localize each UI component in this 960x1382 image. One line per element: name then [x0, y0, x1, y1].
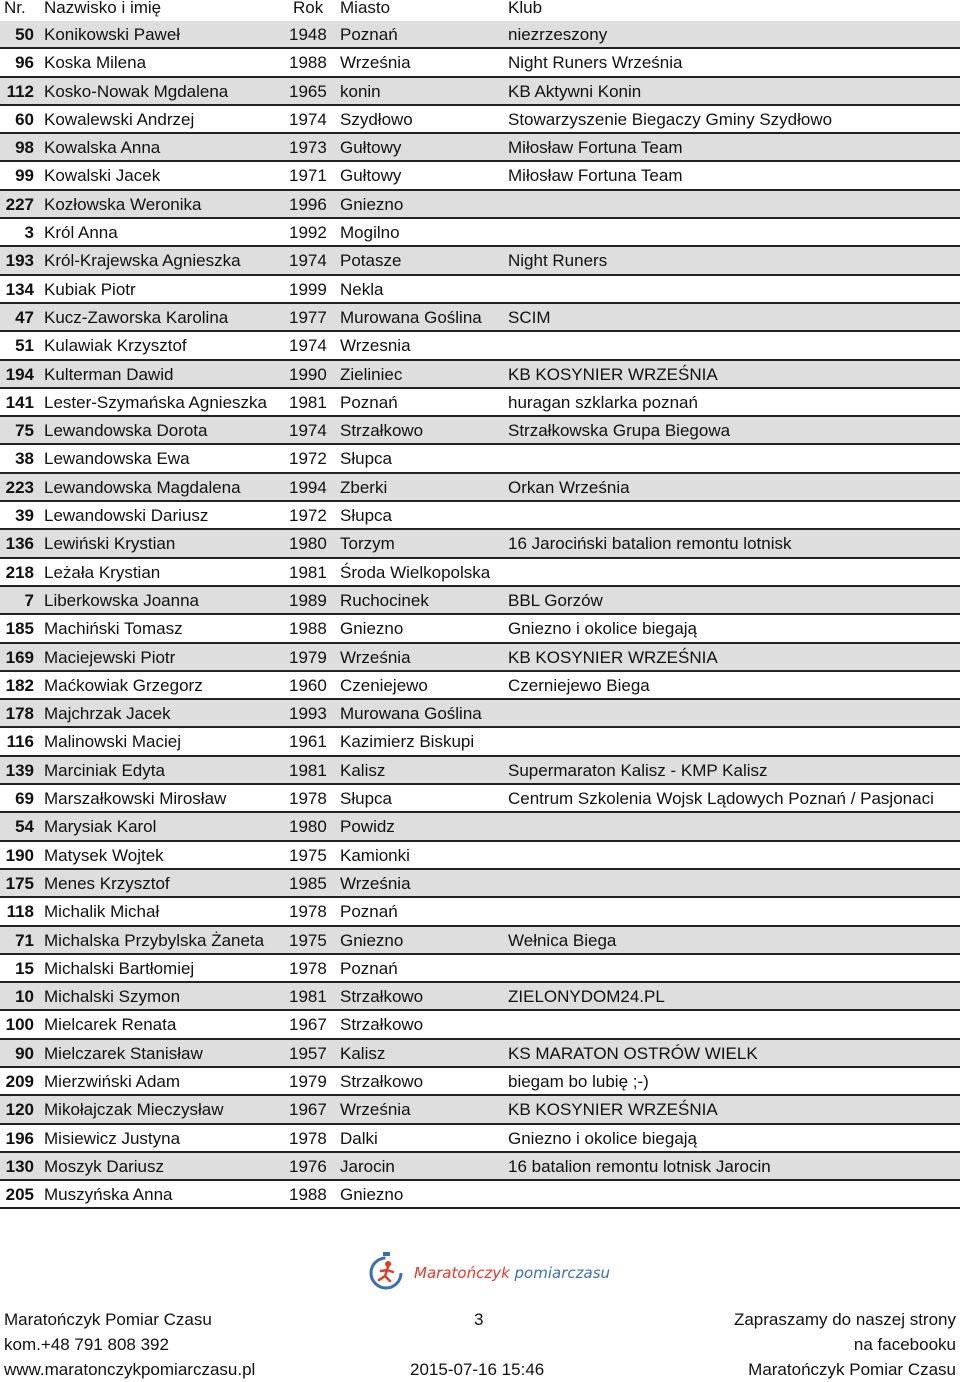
cell-name: Liberkowska Joanna [44, 590, 199, 610]
cell-club: Miłosław Fortuna Team [508, 138, 683, 158]
cell-club: KB KOSYNIER WRZEŚNIA [508, 364, 718, 384]
cell-year: 1988 [289, 1185, 327, 1205]
cell-city: Powidz [340, 817, 395, 837]
cell-name: Machiński Tomasz [44, 619, 183, 639]
cell-club: Czerniejewo Biega [508, 675, 650, 695]
table-row [0, 191, 960, 219]
table-row [0, 559, 960, 587]
cell-city: Strzałkowo [340, 1071, 424, 1091]
table-row [0, 1153, 960, 1181]
table-row [0, 106, 960, 134]
cell-year: 1992 [289, 223, 327, 243]
cell-city: Słupca [340, 506, 392, 526]
table-row [0, 332, 960, 360]
cell-club: Miłosław Fortuna Team [508, 166, 683, 186]
header-nr: Nr. [4, 0, 26, 17]
cell-city: Nekla [340, 279, 384, 299]
cell-nr: 136 [5, 534, 34, 554]
cell-club: Night Runers [508, 251, 608, 271]
table-row [0, 49, 960, 77]
table-row [0, 502, 960, 530]
cell-city: Strzałkowo [340, 421, 424, 441]
cell-city: Gniezno [340, 194, 404, 214]
cell-year: 1975 [289, 930, 327, 950]
cell-year: 1993 [289, 704, 327, 724]
cell-name: Król Anna [44, 223, 118, 243]
cell-city: Wrzesnia [340, 336, 411, 356]
cell-name: Kucz-Zaworska Karolina [44, 307, 229, 327]
cell-city: Mogilno [340, 223, 400, 243]
cell-year: 1988 [289, 619, 327, 639]
table-row [0, 389, 960, 417]
cell-name: Kulterman Dawid [44, 364, 174, 384]
cell-nr: 15 [15, 958, 34, 978]
cell-nr: 205 [5, 1185, 34, 1205]
table-row [0, 615, 960, 643]
footer-phone: kom.+48 791 808 392 [4, 1335, 169, 1354]
footer-website: www.maratonczykpomiarczasu.pl [4, 1360, 256, 1379]
header-name: Nazwisko i imię [44, 0, 162, 17]
cell-name: Mielcarek Renata [44, 1015, 177, 1035]
cell-city: Czeniejewo [340, 675, 428, 695]
cell-club: KB KOSYNIER WRZEŚNIA [508, 1100, 718, 1120]
table-row [0, 927, 960, 955]
cell-city: Września [340, 1100, 411, 1120]
cell-club: Supermaraton Kalisz - KMP Kalisz [508, 760, 768, 780]
cell-year: 1978 [289, 789, 327, 809]
cell-nr: 178 [5, 704, 34, 724]
table-row [0, 870, 960, 898]
cell-nr: 90 [15, 1043, 34, 1063]
cell-club: KB KOSYNIER WRZEŚNIA [508, 647, 718, 667]
cell-club: SCIM [508, 307, 551, 327]
cell-name: Michalik Michał [44, 902, 160, 922]
cell-year: 1972 [289, 506, 327, 526]
cell-city: Torzym [340, 534, 395, 554]
table-row [0, 304, 960, 332]
cell-year: 1978 [289, 958, 327, 978]
cell-city: Września [340, 647, 411, 667]
cell-nr: 60 [15, 109, 34, 129]
cell-year: 1990 [289, 364, 327, 384]
cell-year: 1974 [289, 421, 327, 441]
cell-name: Lewandowski Dariusz [44, 506, 209, 526]
table-row [0, 1125, 960, 1153]
table-row [0, 672, 960, 700]
table-row [0, 785, 960, 813]
cell-nr: 100 [5, 1015, 34, 1035]
cell-nr: 69 [15, 789, 34, 809]
cell-year: 1981 [289, 987, 327, 1007]
cell-nr: 7 [24, 590, 34, 610]
table-row [0, 530, 960, 558]
cell-name: Lester-Szymańska Agnieszka [44, 392, 267, 412]
cell-name: Konikowski Paweł [44, 25, 181, 44]
cell-city: Środa Wielkopolska [340, 562, 491, 582]
cell-name: Lewandowska Ewa [44, 449, 190, 469]
page-number: 3 [474, 1310, 484, 1329]
cell-year: 1948 [289, 25, 327, 44]
cell-nr: 223 [5, 477, 34, 497]
cell-nr: 38 [15, 449, 34, 469]
cell-city: Słupca [340, 449, 392, 469]
cell-year: 1981 [289, 760, 327, 780]
cell-year: 1975 [289, 845, 327, 865]
results-table [0, 21, 960, 1209]
cell-nr: 116 [6, 732, 34, 752]
cell-year: 1967 [289, 1100, 327, 1120]
cell-name: Maćkowiak Grzegorz [44, 675, 203, 695]
cell-club: Stowarzyszenie Biegaczy Gminy Szydłowo [508, 109, 833, 129]
cell-nr: 50 [15, 25, 34, 44]
cell-nr: 71 [15, 930, 34, 950]
cell-nr: 51 [15, 336, 34, 356]
table-row [0, 587, 960, 615]
cell-name: Kowalska Anna [44, 138, 161, 158]
cell-nr: 190 [5, 845, 34, 865]
cell-city: Zberki [340, 477, 388, 497]
cell-year: 1988 [289, 53, 327, 73]
cell-nr: 169 [5, 647, 34, 667]
cell-city: Dalki [340, 1128, 378, 1148]
cell-year: 1999 [289, 279, 327, 299]
cell-year: 1973 [289, 138, 327, 158]
cell-club: KS MARATON OSTRÓW WIELK [508, 1043, 758, 1063]
cell-club: KB Aktywni Konin [508, 81, 642, 101]
cell-city: Murowana Goślina [340, 307, 482, 327]
maratonczyk-logo [362, 1246, 611, 1296]
cell-nr: 120 [5, 1100, 34, 1120]
cell-club: 16 Jarociński batalion remontu lotnisk [508, 534, 792, 554]
cell-nr: 209 [5, 1071, 34, 1091]
table-row [0, 21, 960, 49]
cell-club: Orkan Września [508, 477, 630, 497]
table-header [0, 0, 960, 20]
table-row [0, 474, 960, 502]
cell-name: Lewandowska Dorota [44, 421, 208, 441]
cell-year: 1957 [289, 1043, 327, 1063]
table-row [0, 276, 960, 304]
cell-city: Poznań [340, 392, 398, 412]
cell-nr: 75 [15, 421, 34, 441]
cell-name: Leżała Krystian [44, 562, 161, 582]
cell-year: 1965 [289, 81, 327, 101]
cell-name: Lewandowska Magdalena [44, 477, 241, 497]
cell-city: Gniezno [340, 930, 404, 950]
cell-nr: 196 [5, 1128, 34, 1148]
table-row [0, 700, 960, 728]
table-row [0, 1068, 960, 1096]
cell-name: Kulawiak Krzysztof [44, 336, 187, 356]
cell-nr: 227 [5, 194, 34, 214]
cell-club: BBL Gorzów [508, 590, 603, 610]
table-row [0, 1011, 960, 1039]
cell-club: Gniezno i okolice biegają [508, 1128, 698, 1148]
cell-name: Misiewicz Justyna [44, 1128, 181, 1148]
cell-name: Kosko-Nowak Mgdalena [44, 81, 229, 101]
cell-name: Majchrzak Jacek [44, 704, 171, 724]
cell-nr: 130 [5, 1156, 34, 1176]
cell-year: 1978 [289, 902, 327, 922]
cell-club: Strzałkowska Grupa Biegowa [508, 421, 731, 441]
cell-name: Lewiński Krystian [44, 534, 176, 554]
cell-name: Matysek Wojtek [44, 845, 164, 865]
cell-nr: 175 [5, 873, 34, 893]
cell-city: Jarocin [340, 1156, 395, 1176]
cell-nr: 193 [5, 251, 34, 271]
cell-club: 16 batalion remontu lotnisk Jarocin [508, 1156, 771, 1176]
cell-name: Kowalewski Andrzej [44, 109, 195, 129]
table-row [0, 898, 960, 926]
cell-year: 1989 [289, 590, 327, 610]
cell-nr: 112 [6, 81, 34, 101]
cell-name: Muszyńska Anna [44, 1185, 173, 1205]
cell-name: Mikołajczak Mieczysław [44, 1100, 224, 1120]
cell-name: Maciejewski Piotr [44, 647, 176, 667]
table-row [0, 247, 960, 275]
cell-nr: 3 [24, 223, 34, 243]
cell-nr: 218 [5, 562, 34, 582]
table-row [0, 1040, 960, 1068]
cell-city: Gułtowy [340, 138, 402, 158]
table-row [0, 955, 960, 983]
cell-name: Michalski Szymon [44, 987, 181, 1007]
cell-nr: 139 [5, 760, 34, 780]
cell-city: Kamionki [340, 845, 410, 865]
cell-year: 1972 [289, 449, 327, 469]
table-row [0, 162, 960, 190]
cell-club: niezrzeszony [508, 25, 608, 44]
cell-city: Potasze [340, 251, 402, 271]
cell-name: Kubiak Piotr [44, 279, 136, 299]
table-row [0, 361, 960, 389]
footer-facebook: na facebooku [853, 1335, 956, 1354]
cell-city: Kalisz [340, 1043, 386, 1063]
cell-city: Września [340, 53, 411, 73]
table-row [0, 983, 960, 1011]
cell-year: 1981 [289, 562, 327, 582]
cell-nr: 98 [15, 138, 34, 158]
cell-city: Września [340, 873, 411, 893]
cell-city: Murowana Goślina [340, 704, 482, 724]
cell-name: Mierzwiński Adam [44, 1071, 181, 1091]
cell-year: 1977 [289, 307, 327, 327]
cell-city: Kazimierz Biskupi [340, 732, 475, 752]
cell-name: Kozłowska Weronika [44, 194, 202, 214]
cell-name: Menes Krzysztof [44, 873, 170, 893]
cell-city: Strzałkowo [340, 1015, 424, 1035]
cell-year: 1980 [289, 534, 327, 554]
cell-year: 1971 [289, 166, 327, 186]
cell-club: Gniezno i okolice biegają [508, 619, 698, 639]
footer-company: Maratończyk Pomiar Czasu [4, 1310, 212, 1329]
footer-company-right: Maratończyk Pomiar Czasu [748, 1360, 956, 1379]
cell-name: Kowalski Jacek [44, 166, 161, 186]
cell-year: 1961 [289, 732, 327, 752]
cell-city: Szydłowo [340, 109, 413, 129]
cell-name: Michalski Bartłomiej [44, 958, 195, 978]
table-row [0, 78, 960, 106]
cell-name: Michalska Przybylska Żaneta [44, 930, 265, 950]
cell-nr: 194 [5, 364, 34, 384]
cell-nr: 39 [15, 506, 34, 526]
cell-city: konin [340, 81, 381, 101]
cell-city: Poznań [340, 958, 398, 978]
cell-name: Marciniak Edyta [44, 760, 165, 780]
cell-name: Koska Milena [44, 53, 147, 73]
cell-year: 1996 [289, 194, 327, 214]
cell-year: 1979 [289, 1071, 327, 1091]
cell-club: biegam bo lubię ;-) [508, 1071, 649, 1091]
cell-club: huragan szklarka poznań [508, 392, 698, 412]
cell-nr: 185 [5, 619, 34, 639]
cell-year: 1979 [289, 647, 327, 667]
cell-nr: 47 [15, 307, 34, 327]
cell-club: Wełnica Biega [508, 930, 617, 950]
cell-club: Night Runers Września [508, 53, 683, 73]
cell-club: ZIELONYDOM24.PL [508, 987, 665, 1007]
cell-city: Gniezno [340, 619, 404, 639]
table-row [0, 445, 960, 473]
cell-nr: 96 [15, 53, 34, 73]
cell-nr: 182 [5, 675, 34, 695]
cell-nr: 54 [15, 817, 34, 837]
cell-nr: 99 [15, 166, 34, 186]
cell-year: 1985 [289, 873, 327, 893]
footer-invite: Zapraszamy do naszej strony [733, 1310, 956, 1329]
table-row [0, 219, 960, 247]
cell-city: Kalisz [340, 760, 386, 780]
cell-name: Marysiak Karol [44, 817, 157, 837]
cell-city: Słupca [340, 789, 392, 809]
cell-club: Centrum Szkolenia Wojsk Lądowych Poznań / Pasjonaci [508, 789, 934, 809]
cell-year: 1974 [289, 336, 327, 356]
table-row [0, 757, 960, 785]
header-club: Klub [508, 0, 543, 17]
cell-nr: 134 [5, 279, 34, 299]
cell-nr: 10 [15, 987, 34, 1007]
cell-name: Król-Krajewska Agnieszka [44, 251, 241, 271]
cell-name: Malinowski Maciej [44, 732, 181, 752]
cell-year: 1974 [289, 251, 327, 271]
cell-year: 1960 [289, 675, 327, 695]
stopwatch-runner-icon [362, 1246, 412, 1296]
cell-year: 1967 [289, 1015, 327, 1035]
cell-city: Gniezno [340, 1185, 404, 1205]
cell-name: Marszałkowski Mirosław [44, 789, 227, 809]
cell-year: 1981 [289, 392, 327, 412]
table-row [0, 813, 960, 841]
cell-city: Zieliniec [340, 364, 403, 384]
cell-name: Mielczarek Stanisław [44, 1043, 203, 1063]
table-row [0, 728, 960, 756]
table-row [0, 1096, 960, 1124]
cell-city: Strzałkowo [340, 987, 424, 1007]
cell-nr: 141 [5, 392, 34, 412]
table-row [0, 1181, 960, 1209]
cell-year: 1976 [289, 1156, 327, 1176]
table-row [0, 417, 960, 445]
cell-city: Poznań [340, 902, 398, 922]
cell-city: Ruchocinek [340, 590, 429, 610]
cell-name: Moszyk Dariusz [44, 1156, 164, 1176]
header-city: Miasto [340, 0, 391, 17]
table-row [0, 644, 960, 672]
header-year: Rok [293, 0, 324, 17]
cell-city: Poznań [340, 25, 398, 44]
cell-year: 1978 [289, 1128, 327, 1148]
cell-nr: 118 [6, 902, 34, 922]
cell-city: Gułtowy [340, 166, 402, 186]
table-row [0, 842, 960, 870]
cell-year: 1980 [289, 817, 327, 837]
footer-date: 2015-07-16 15:46 [410, 1360, 545, 1379]
cell-year: 1994 [289, 477, 327, 497]
table-row [0, 134, 960, 162]
logo-text: Maratończyk pomiarczasu [414, 1264, 611, 1282]
cell-year: 1974 [289, 109, 327, 129]
